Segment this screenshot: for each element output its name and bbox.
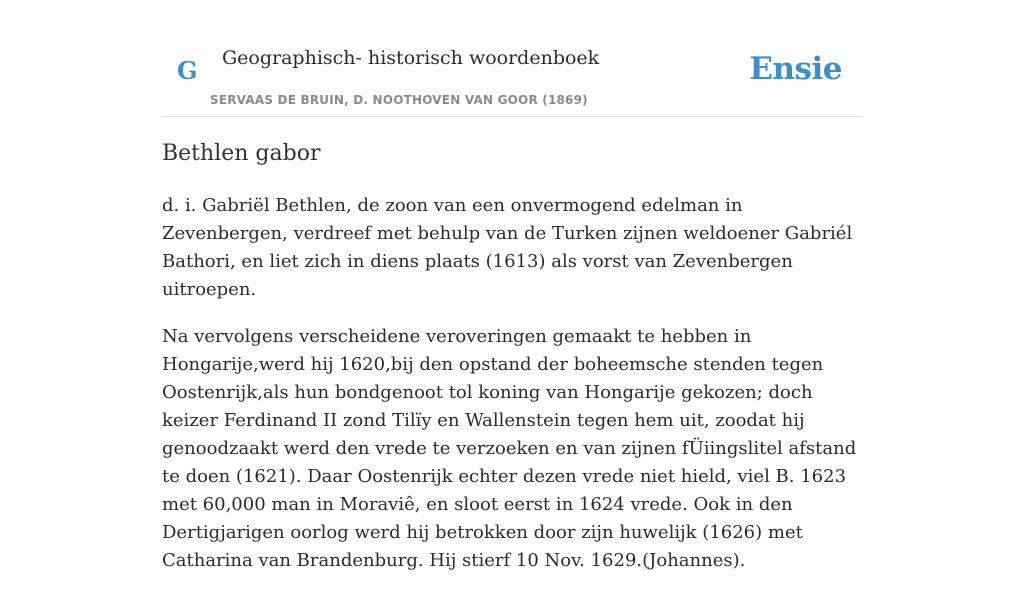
book-authors-year: SERVAAS DE BRUIN, D. NOOTHOVEN VAN GOOR (1869): [210, 93, 588, 107]
book-title-link[interactable]: Geographisch- historisch woordenboek: [222, 47, 600, 69]
entry-title: Bethlen gabor: [162, 141, 321, 166]
entry-body: [162, 192, 862, 594]
entry-paragraph: Na vervolgens verscheidene veroveringen gemaakt te hebben in Hongarije,werd hij 1620,bij den opstand der boheemsche stenden tegen Oostenrijk,als hun bondgenoot tol koning van Hongarije gekozen; doch keizer Ferdinand II zond Tilïy en Wallenstein tegen hem uit, zoodat hij genoodzaakt werd den vrede te verzoeken en van zijnen fÜiingslitel afstand te doen (1621). Daar Oostenrijk echter dezen vrede niet hield, viel B. 1623 met 60,000 man in Moraviê, en sloot eerst in 1624 vrede. Ook in den Dertigjarigen oorlog werd hij betrokken door zijn huwelijk (1626) met Catharina van Brandenburg. Hij stierf 10 Nov. 1629.(Johannes).: [162, 326, 857, 571]
entry-paragraph: d. i. Gabriël Bethlen, de zoon van een onvermogend edelman in Zevenbergen, verdreef met behulp van de Turken zijnen weldoener Gabriél Bathori, en liet zich in diens plaats (1613) als vorst van Zevenbergen uitroepen.: [162, 195, 853, 300]
page-container: [162, 0, 862, 571]
book-letter-link[interactable]: G: [177, 56, 198, 85]
book-header: [162, 0, 862, 117]
ensie-logo-link[interactable]: Ensie: [749, 51, 842, 87]
